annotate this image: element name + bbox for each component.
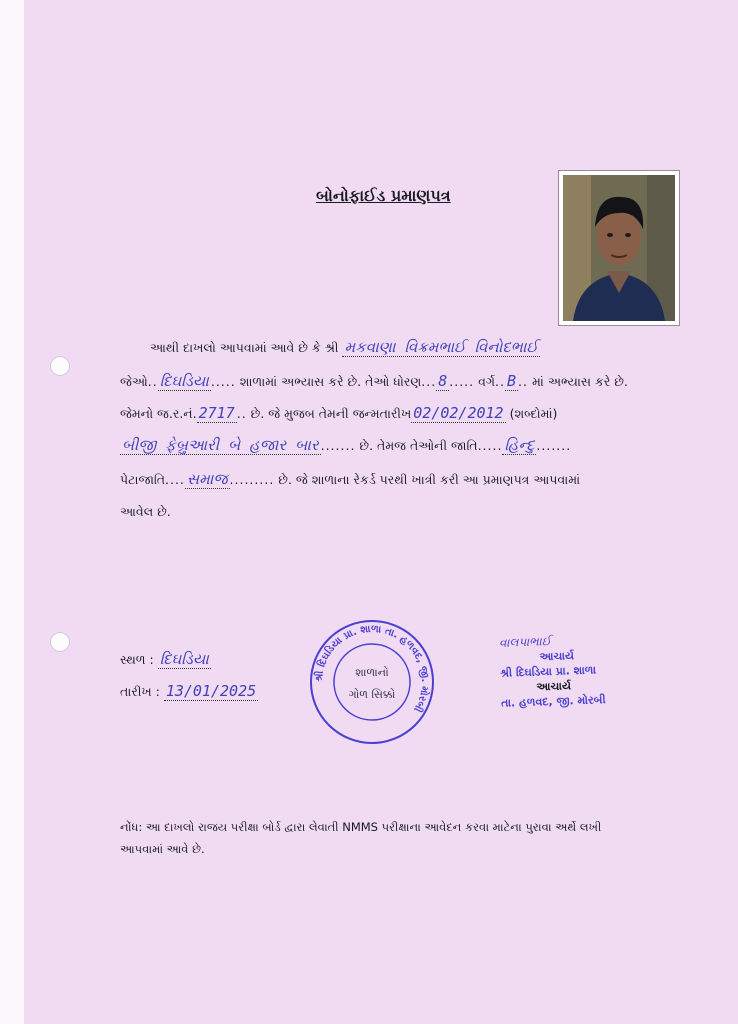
text-line-6	[120, 504, 171, 520]
date-value: 13/01/2025	[165, 682, 257, 700]
page-margin-strip	[0, 0, 24, 1024]
label-dob: છે. જે મુજબ તેમની જન્મતારીખ	[250, 406, 412, 421]
text-line-2: જેઓ.. દિઘડિયા ..... શાળામાં અભ્યાસ કરે છે. તેઓ ધોરણ... 8 ..... વર્ગ.. B .. માં અભ્યાસ કરે છે.	[120, 372, 628, 390]
principal-stamp-line2: શ્રી દિઘડિયા પ્રા. શાળા	[499, 663, 597, 680]
place-label: સ્થળ :	[120, 652, 154, 667]
label-jeo: જેઓ	[120, 374, 148, 389]
certificate-title: બોનોફાઈડ પ્રમાણપત્ર	[316, 186, 451, 205]
label-issued: આવેલ છે.	[120, 504, 171, 519]
text-line-4: બીજી ફેબ્રુઆરી બે હજાર બાર ....... છે. તેમજ તેઓની જાતિ..... હિન્દુ .......	[122, 436, 572, 454]
division-value: B	[506, 372, 517, 390]
seal-ring-text: શ્રી દિઘડિયા પ્રા. શાળા તા. હળવદ, જી. મોરબી	[313, 623, 431, 714]
principal-stamp-line1: આચાર્ય	[539, 649, 575, 664]
punch-hole	[50, 632, 70, 652]
seal-center-top: શાળાનો	[355, 666, 389, 679]
text-line-3: જેમનો જ.ર.નં. 2717 .. છે. જે મુજબ તેમની જન્મતારીખ 02/02/2012 (શબ્દોમાં)	[120, 404, 558, 422]
student-photo	[558, 170, 680, 326]
footer-note: નોંધ: આ દાખલો રાજય પરીક્ષા બોર્ડ દ્વારા લેવાતી NMMS પરીક્ષાના આવેદન કરવા માટેના પુરાવા અર્થે લખી આપવામાં આવે છે.	[120, 820, 602, 856]
principal-stamp-line4: તા. હળવદ, જી. મોરબી	[500, 693, 606, 710]
standard-value: 8	[438, 372, 448, 390]
subcaste-value: સમાજ	[186, 470, 228, 488]
text-line-5: પેટાજાતિ.... સમાજ ......... છે. જે શાળાના રેકર્ડ પરથી ખાત્રી કરી આ પ્રમાણપત્ર આપવામાં	[120, 470, 581, 488]
intro-text: આથી દાખલો આપવામાં આવે છે કે શ્રી	[150, 340, 339, 355]
seal-center-bottom: ગોળ સિક્કો	[348, 688, 396, 701]
caste-value: હિન્દુ	[504, 436, 535, 454]
label-division: વર્ગ	[478, 374, 496, 389]
text-line-1	[150, 338, 540, 356]
label-record-verify: છે. જે શાળાના રેકર્ડ પરથી ખાત્રી કરી આ પ્રમાણપત્ર આપવામાં	[278, 472, 581, 487]
place-value: દિઘડિયા	[159, 650, 209, 668]
dob-words-value: બીજી ફેબ્રુઆરી બે હજાર બાર	[122, 436, 319, 454]
punch-hole	[50, 356, 70, 376]
place-row	[120, 650, 211, 668]
principal-stamp	[499, 632, 606, 711]
dob-value: 02/02/2012	[413, 404, 504, 422]
date-row	[120, 682, 258, 700]
school-round-seal	[308, 618, 436, 750]
principal-stamp-line3: આચાર્ય	[536, 679, 572, 694]
label-caste: છે. તેમજ તેઓની જાતિ	[359, 438, 478, 453]
date-label: તારીખ :	[120, 684, 160, 699]
label-studying: માં અભ્યાસ કરે છે.	[531, 374, 628, 389]
principal-signature: વાલપાભાઈ	[498, 634, 552, 650]
label-subcaste: પેટાજાતિ	[120, 472, 166, 487]
gr-number-value: 2717	[198, 404, 235, 422]
school-name-value: દિઘડિયા	[159, 372, 209, 390]
label-in-words: (શબ્દોમાં)	[509, 406, 558, 421]
label-gr-number: જેમનો જ.ર.નં.	[120, 406, 197, 421]
label-school-std: શાળામાં અભ્યાસ કરે છે. તેઓ ધોરણ	[239, 374, 422, 389]
student-name-value: મકવાણા વિક્રમભાઈ વિનોદભાઈ	[344, 338, 538, 356]
